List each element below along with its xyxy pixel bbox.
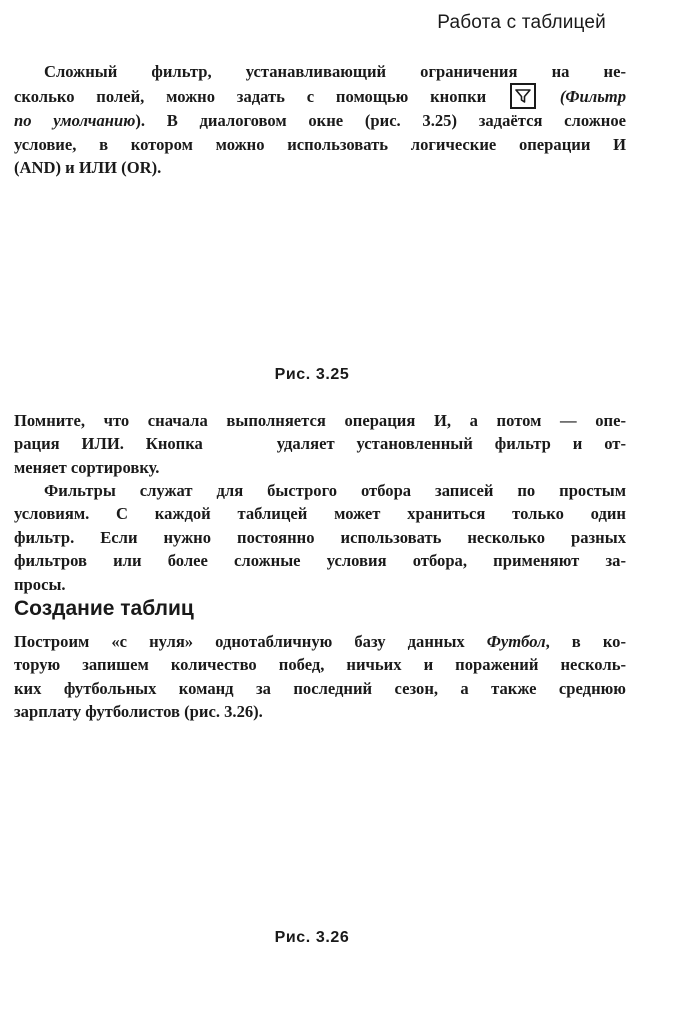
text-fragment: , в ко- (545, 632, 626, 651)
text-line: меняет сортировку. (14, 457, 160, 477)
filter-button-icon (510, 83, 536, 109)
text-line: Сложный фильтр, устанавливающий ограничения на не- (44, 62, 626, 81)
paragraph-complex-filter (14, 60, 626, 180)
text-line: условие, в котором можно использовать логические операции И (14, 134, 626, 154)
text-fragment: рация ИЛИ. Кнопка (14, 434, 203, 454)
running-head: Работа с таблицей (437, 12, 606, 33)
text-line (14, 432, 626, 455)
paragraph-and-or-order (14, 409, 626, 479)
text-fragment: ). В диалоговом окне (рис. 3.25) задаётся сложное (135, 111, 626, 131)
paragraph-filters-purpose (14, 479, 626, 596)
text-fragment-italic: Футбол (486, 632, 546, 651)
text-fragment: удаляет установленный фильтр и от- (276, 434, 626, 454)
text-fragment: Построим «с нуля» однотабличную базу данных (14, 632, 465, 651)
text-line: торую запишем количество побед, ничьих и поражений несколь- (14, 655, 626, 675)
paragraph-create-table (14, 630, 626, 724)
text-line: зарплату футболистов (рис. 3.26). (14, 702, 263, 722)
text-line: ких футбольных команд за последний сезон, а также среднюю (14, 678, 626, 698)
text-line: Фильтры служат для быстрого отбора записей по простым (44, 481, 626, 500)
text-fragment-italic: (Фильтр (559, 87, 626, 107)
text-line: Помните, что сначала выполняется операция И, а потом — опе- (14, 411, 626, 430)
figure-caption: Рис. 3.26 (274, 929, 350, 946)
text-line: фильтров или более сложные условия отбора, применяют за- (14, 551, 626, 571)
text-line: условиям. С каждой таблицей может храниться только один (14, 504, 626, 524)
text-line: просы. (14, 574, 66, 594)
text-line (14, 630, 626, 653)
text-fragment: сколько полей, можно задать с помощью кнопки (14, 87, 487, 107)
funnel-icon (515, 88, 531, 104)
text-line (14, 83, 626, 109)
figure-caption: Рис. 3.25 (274, 366, 350, 383)
text-line: фильтр. Если нужно постоянно использовать несколько разных (14, 527, 626, 547)
section-heading: Создание таблиц (14, 597, 194, 620)
text-line (14, 109, 626, 132)
figure-area-3-26 (14, 730, 626, 920)
text-line: (AND) и ИЛИ (OR). (14, 158, 162, 178)
text-fragment-italic: по умолчанию (14, 111, 136, 131)
figure-area-3-25 (14, 185, 626, 360)
